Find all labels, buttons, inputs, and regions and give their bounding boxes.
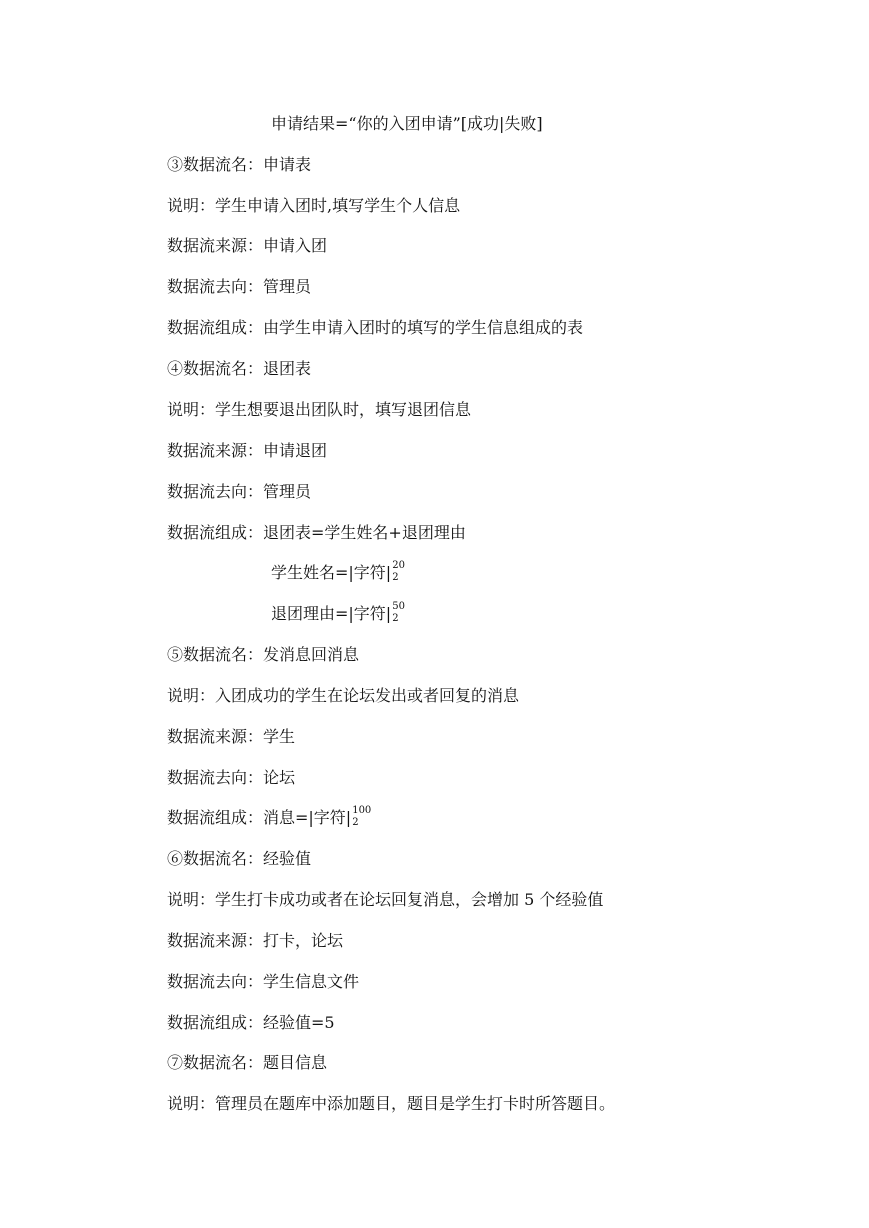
dataflow-4-composition: 数据流组成：退团表=学生姓名+退团理由	[167, 523, 466, 542]
withdraw-reason-def	[271, 601, 409, 624]
dataflow-3-name: ③数据流名：申请表	[167, 155, 312, 174]
dataflow-5-name: ⑤数据流名：发消息回消息	[167, 645, 360, 664]
dataflow-5-composition	[167, 805, 372, 828]
withdraw-reason-max: 50	[392, 601, 405, 612]
dataflow-7-desc: 说明：管理员在题库中添加题目，题目是学生打卡时所答题目。	[167, 1094, 616, 1113]
apply-result-line: 申请结果=“你的入团申请”[成功|失败]	[271, 114, 543, 133]
dataflow-3-dest: 数据流去向：管理员	[167, 277, 312, 296]
student-name-def	[271, 560, 409, 583]
student-name-limits	[391, 560, 409, 583]
dataflow-5-composition-text: 数据流组成：消息=|字符|	[167, 808, 352, 827]
dataflow-4-dest: 数据流去向：管理员	[167, 482, 312, 501]
message-min: 2	[352, 817, 359, 828]
dataflow-3-desc: 说明：学生申请入团时,填写学生个人信息	[167, 196, 461, 215]
dataflow-7-name: ⑦数据流名：题目信息	[167, 1053, 328, 1072]
dataflow-3-composition: 数据流组成：由学生申请入团时的填写的学生信息组成的表	[167, 318, 584, 337]
withdraw-reason-min: 2	[392, 613, 399, 624]
dataflow-6-desc: 说明：学生打卡成功或者在论坛回复消息，会增加 5 个经验值	[167, 890, 604, 909]
dataflow-4-desc: 说明：学生想要退出团队时，填写退团信息	[167, 400, 472, 419]
student-name-def-text: 学生姓名=|字符|	[271, 563, 392, 582]
student-name-min: 2	[392, 572, 399, 583]
message-limits	[351, 805, 372, 828]
student-name-max: 20	[392, 560, 405, 571]
dataflow-6-dest: 数据流去向：学生信息文件	[167, 972, 360, 991]
withdraw-reason-limits	[391, 601, 409, 624]
dataflow-4-source: 数据流来源：申请退团	[167, 441, 328, 460]
dataflow-6-source: 数据流来源：打卡，论坛	[167, 931, 344, 950]
dataflow-6-name: ⑥数据流名：经验值	[167, 849, 312, 868]
dataflow-5-desc: 说明：入团成功的学生在论坛发出或者回复的消息	[167, 686, 520, 705]
withdraw-reason-def-text: 退团理由=|字符|	[271, 604, 392, 623]
dataflow-5-source: 数据流来源：学生	[167, 727, 296, 746]
dataflow-6-composition: 数据流组成：经验值=5	[167, 1013, 335, 1032]
dataflow-3-source: 数据流来源：申请入团	[167, 236, 328, 255]
dataflow-5-dest: 数据流去向：论坛	[167, 768, 296, 787]
message-max: 100	[352, 805, 372, 816]
dataflow-4-name: ④数据流名：退团表	[167, 359, 312, 378]
